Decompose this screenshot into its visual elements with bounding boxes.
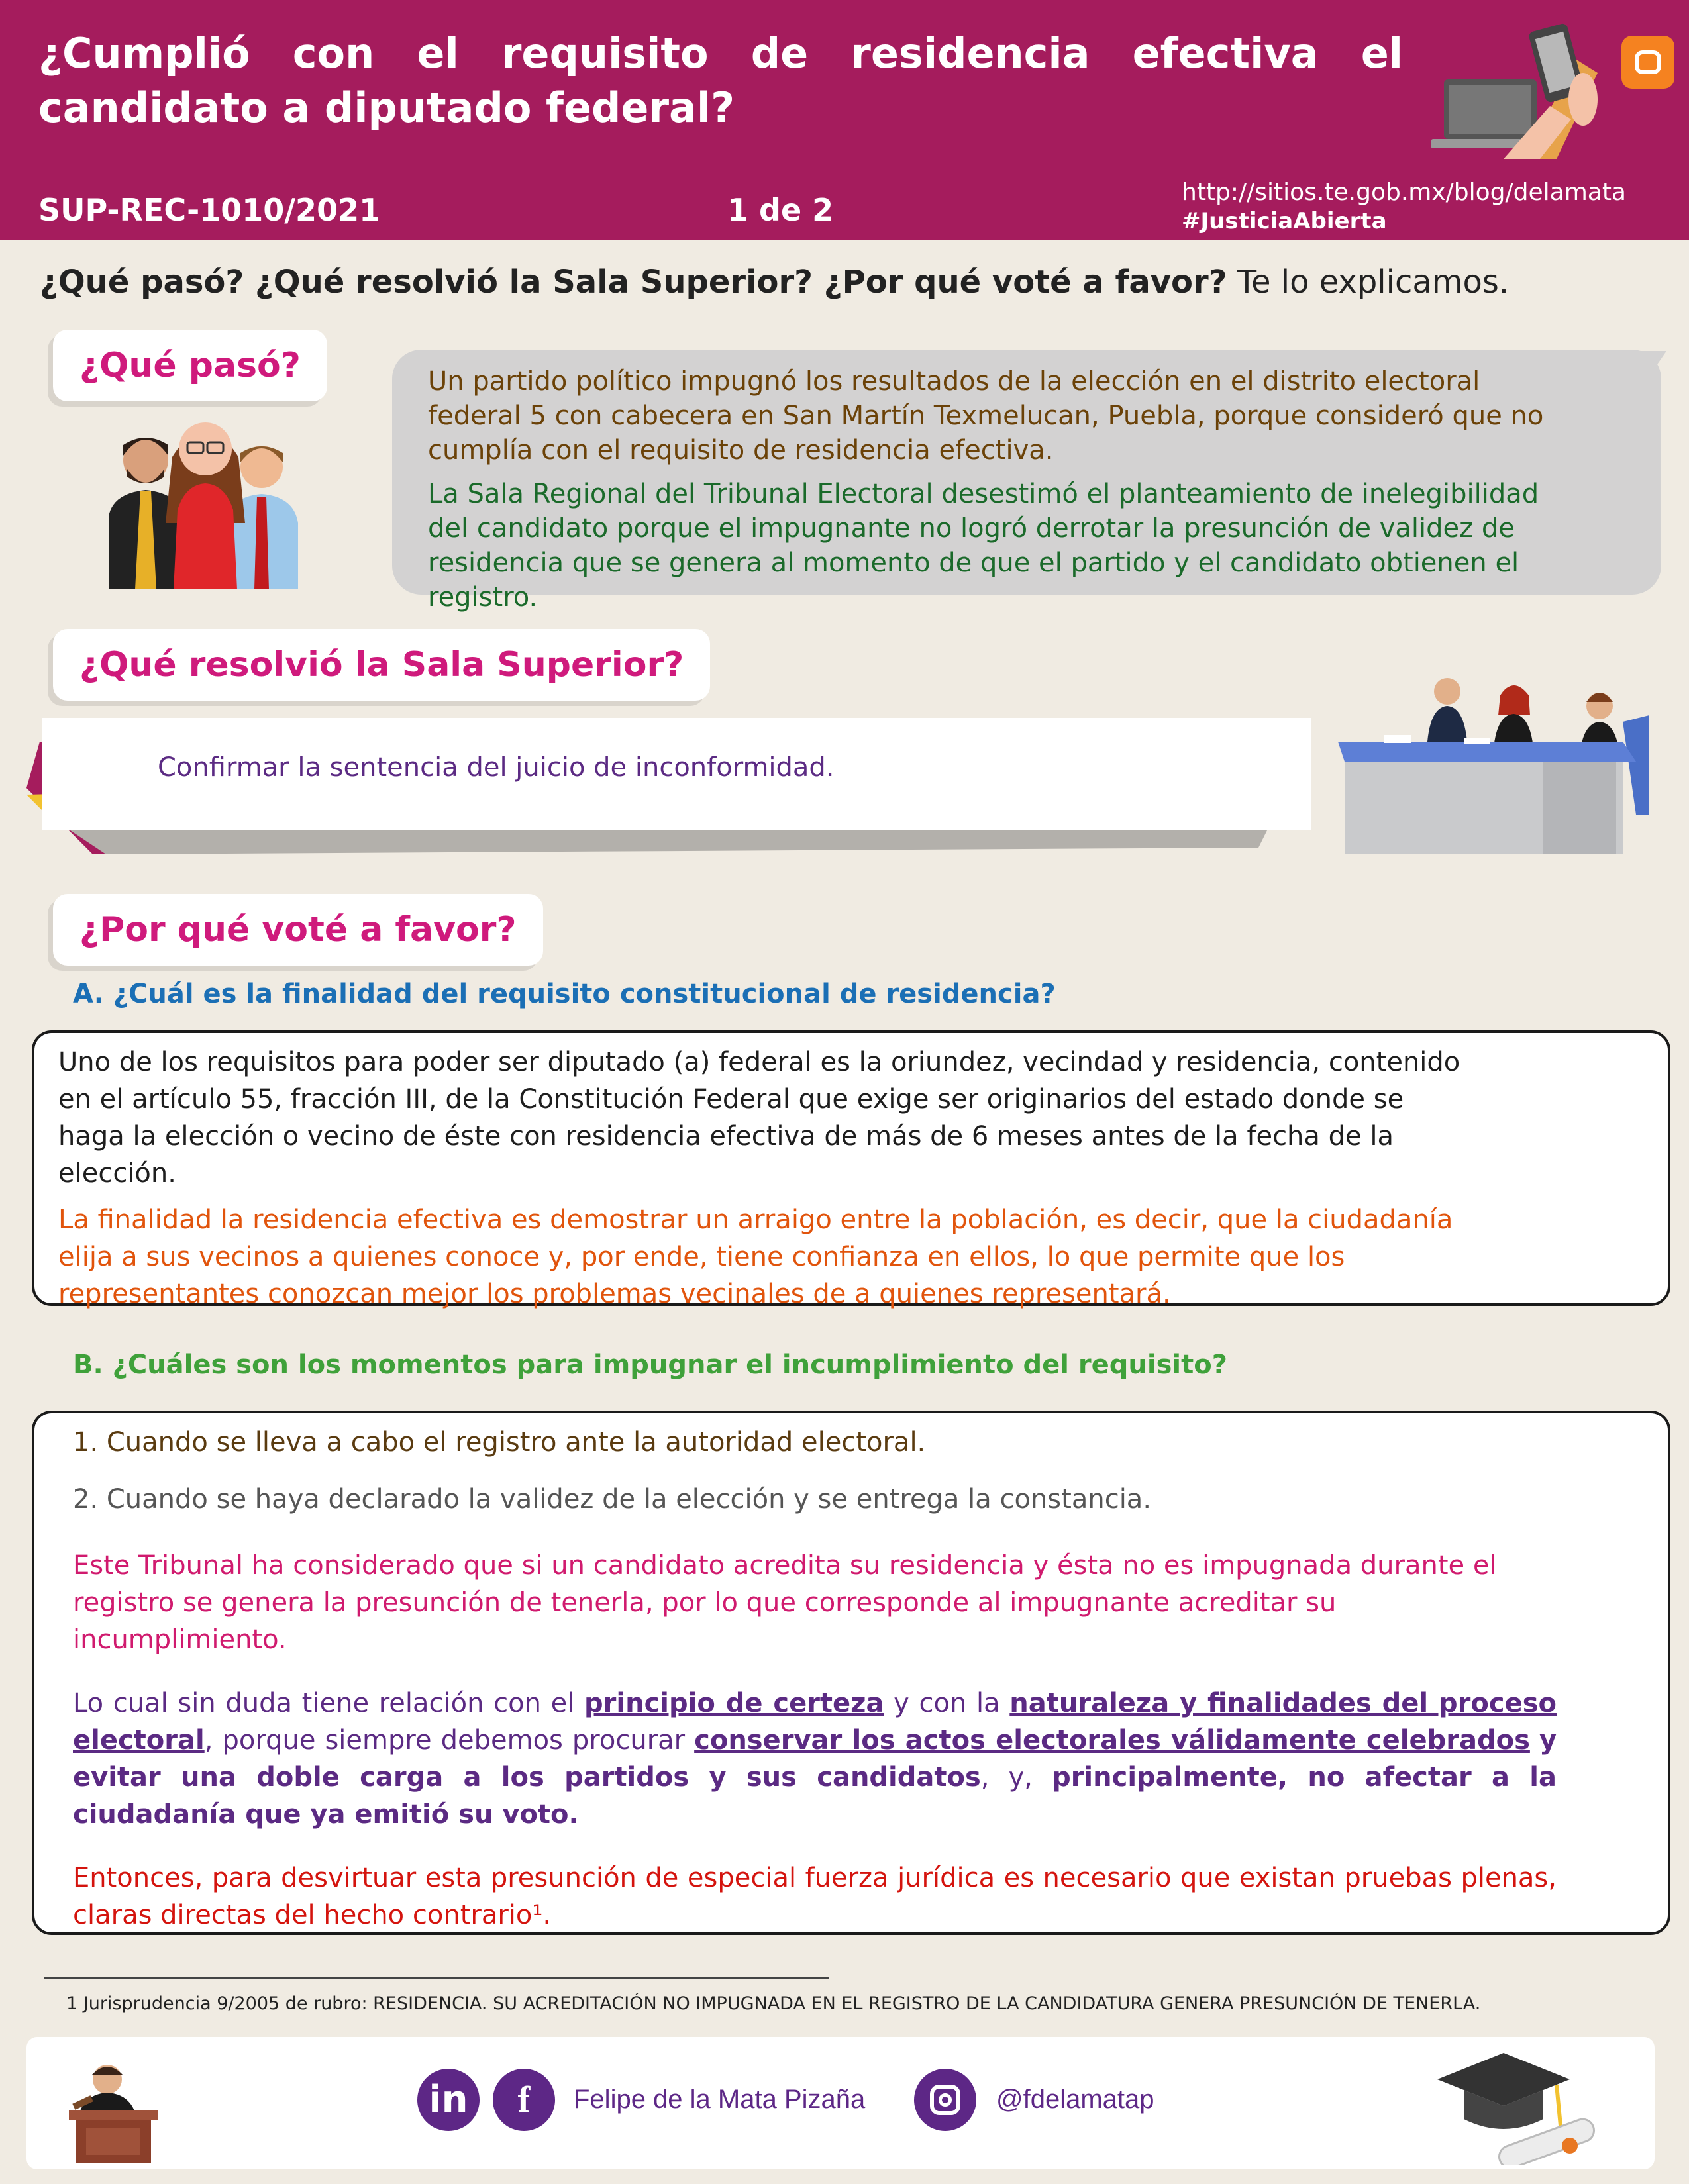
bubble-tail: [1616, 348, 1669, 388]
judge-podium-icon: [60, 2053, 166, 2165]
section-label-resolvio: ¿Qué resolvió la Sala Superior?: [53, 629, 710, 701]
b-p2-s5: , y,: [980, 1762, 1052, 1793]
case-number: SUP-REC-1010/2021: [38, 192, 381, 228]
blogger-icon[interactable]: [1621, 36, 1674, 89]
que-paso-p2: La Sala Regional del Tribunal Electoral desestimó el planteamiento de inelegibilidad del candidato porque el impugnante no logró derrotar la presunción de validez de residencia que se genera al momento de que el partido y el candidato obtienen el registro.: [428, 479, 1539, 613]
box-b-p1: Este Tribunal ha considerado que si un candidato acredita su residencia y ésta no es impugnada durante el registro se genera la presunción de tenerla, por lo que corresponde al impugnante acreditar su incumplimiento.: [73, 1550, 1497, 1655]
intro-line: [40, 264, 1509, 301]
box-b-item2: 2. Cuando se haya declarado la validez de la elección y se entrega la constancia.: [73, 1484, 1152, 1514]
facebook-icon[interactable]: f: [493, 2069, 555, 2131]
b-p2-s2: y con la: [884, 1688, 1010, 1718]
laptop-phone-illustration: [1424, 20, 1603, 166]
page-number: 1 de 2: [727, 192, 834, 228]
box-a-p1: Uno de los requisitos para poder ser diputado (a) federal es la oriundez, vecindad y residencia, contenido en el artículo 55, fracción III, de la Constitución Federal que exige ser originarios del estado donde se haga la elección o vecino de éste con residencia efectiva de más de 6 meses antes de la fecha de la elección.: [58, 1047, 1460, 1189]
box-b-p2: [73, 1685, 1557, 1833]
b-p2-principio-certeza: principio de certeza: [584, 1688, 884, 1718]
hashtag: #JusticiaAbierta: [1182, 208, 1387, 234]
blog-url[interactable]: http://sitios.te.gob.mx/blog/delamata: [1182, 179, 1626, 206]
b-p2-naturaleza: naturaleza y finalidades del proceso electoral: [73, 1688, 1557, 1756]
section-label-por-que: ¿Por qué voté a favor?: [53, 894, 543, 966]
b-p2-no-afectar: principalmente, no afectar a la ciudadanía que ya emitió su voto.: [73, 1762, 1557, 1830]
resolution-text: Confirmar la sentencia del juicio de inconformidad.: [158, 752, 835, 783]
people-illustration: [99, 397, 311, 589]
author-name[interactable]: Felipe de la Mata Pizaña: [574, 2085, 866, 2114]
instagram-icon[interactable]: [914, 2069, 976, 2131]
box-a-p2: La finalidad la residencia efectiva es demostrar un arraigo entre la población, es decir, que la ciudadanía elija a sus vecinos a quienes conoce y, por ende, tiene confianza en ellos, lo que permite que los representantes conozcan mejor los problemas vecinales de a quienes representará.: [58, 1205, 1453, 1309]
intro-questions: ¿Qué pasó? ¿Qué resolvió la Sala Superior? ¿Por qué voté a favor?: [40, 264, 1227, 301]
section-label-que-paso: ¿Qué pasó?: [53, 330, 327, 401]
box-b-item1: 1. Cuando se lleva a cabo el registro ante la autoridad electoral.: [73, 1427, 926, 1458]
b-p2-conservar-actos: conservar los actos electorales válidamente celebrados: [694, 1725, 1530, 1756]
linkedin-icon[interactable]: in: [417, 2069, 480, 2131]
intro-rest: Te lo explicamos.: [1227, 264, 1510, 301]
page-title: ¿Cumplió con el requisito de residencia efectiva el candidato a diputado federal?: [38, 29, 1403, 132]
b-p2-s1: Lo cual sin duda tiene relación con el: [73, 1688, 585, 1718]
footnote-divider: [44, 1977, 829, 1979]
box-a-text: [58, 1044, 1476, 1313]
b-p2-doble-carga: y evitar una doble carga a los partidos y sus candidatos: [73, 1725, 1557, 1793]
b-p2-s4: [1530, 1725, 1539, 1756]
b-p2-s3: , porque siempre debemos procurar: [204, 1725, 695, 1756]
heading-a: A. ¿Cuál es la finalidad del requisito constitucional de residencia?: [73, 979, 1056, 1009]
court-panel-illustration: [1331, 669, 1663, 868]
graduation-diploma-icon: [1431, 2046, 1603, 2165]
que-paso-text: [428, 364, 1580, 615]
heading-b: B. ¿Cuáles son los momentos para impugnar el incumplimiento del requisito?: [73, 1350, 1227, 1380]
instagram-handle[interactable]: @fdelamatap: [996, 2085, 1154, 2114]
que-paso-p1: Un partido político impugnó los resultados de la elección en el distrito electoral federal 5 con cabecera en San Martín Texmelucan, Puebla, porque consideró que no cumplía con el requisito de residencia efectiva.: [428, 366, 1544, 466]
footnote: 1 Jurisprudencia 9/2005 de rubro: RESIDENCIA. SU ACREDITACIÓN NO IMPUGNADA EN EL REGISTRO DE LA CANDIDATURA GENERA PRESUNCIÓN DE TENERLA.: [66, 1993, 1481, 2014]
box-b-text: [73, 1424, 1557, 1934]
box-b-p3: Entonces, para desvirtuar esta presunción de especial fuerza jurídica es necesario que existan pruebas plenas, claras directas del hecho contrario¹.: [73, 1863, 1557, 1930]
